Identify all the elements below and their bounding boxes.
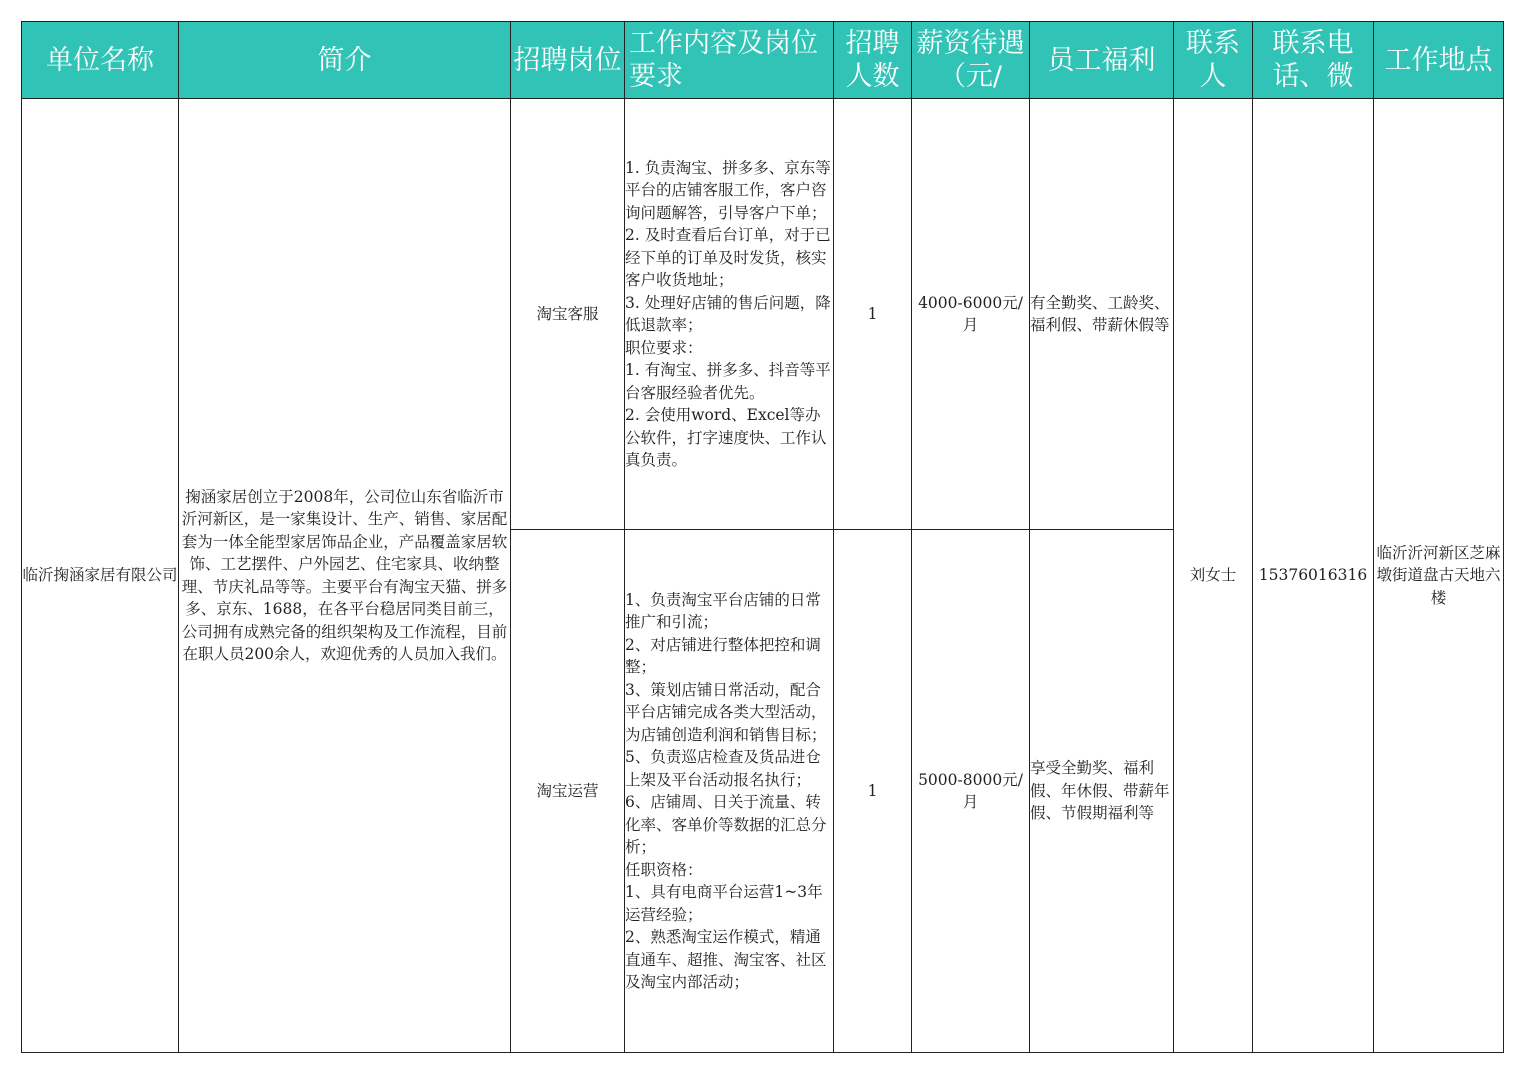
job-duties: 1. 负责淘宝、拼多多、京东等平台的店铺客服工作，客户咨询问题解答，引导客户下单； 2. 及时查看后台订单，对于已经下单的订单及时发货，核实客户收货地址； 3. 处理好店铺的售后问题，降低退款率； 职位要求： 1. 有淘宝、拼多多、抖音等平台客服经验者优先。 2. 会使用word、Excel等办公软件，打字速度快、工作认真负责。	[625, 158, 831, 469]
job-count: 1	[834, 99, 912, 530]
header-location: 工作地点	[1374, 22, 1504, 99]
table-row	[22, 99, 1504, 530]
job-position: 淘宝运营	[511, 530, 625, 1053]
header-intro: 简介	[179, 22, 511, 99]
job-salary: 4000-6000元/月	[912, 99, 1030, 530]
company-name: 临沂掬涵家居有限公司	[22, 99, 179, 1053]
header-salary: 薪资待遇（元/	[912, 22, 1030, 99]
header-duties: 工作内容及岗位要求	[625, 22, 834, 99]
recruitment-table	[21, 21, 1504, 1053]
header-position: 招聘岗位	[511, 22, 625, 99]
job-salary: 5000-8000元/月	[912, 530, 1030, 1053]
header-phone: 联系电话、微	[1253, 22, 1374, 99]
header-contact: 联系人	[1174, 22, 1253, 99]
job-duties-cell	[625, 99, 834, 530]
job-benefits: 有全勤奖、工龄奖、福利假、带薪休假等	[1030, 99, 1174, 530]
job-duties: 1、负责淘宝平台店铺的日常推广和引流； 2、对店铺进行整体把控和调整； 3、策划店铺日常活动，配合平台店铺完成各类大型活动，为店铺创造利润和销售目标； 5、负责巡店检查及货品进仓上架及平台活动报名执行； 6、店铺周、日关于流量、转化率、客单价等数据的汇总分析； 任职资格： 1、具有电商平台运营1~3年运营经验； 2、熟悉淘宝运作模式，精通直通车、超推、淘宝客、社区及淘宝内部活动；	[625, 590, 827, 991]
header-benefits: 员工福利	[1030, 22, 1174, 99]
header-count: 招聘人数	[834, 22, 912, 99]
job-position: 淘宝客服	[511, 99, 625, 530]
job-count: 1	[834, 530, 912, 1053]
contact-person: 刘女士	[1174, 99, 1253, 1053]
work-location: 临沂沂河新区芝麻墩街道盘古天地六楼	[1374, 99, 1504, 1053]
contact-phone: 15376016316	[1253, 99, 1374, 1053]
company-intro: 掬涵家居创立于2008年，公司位山东省临沂市沂河新区，是一家集设计、生产、销售、家居配套为一体全能型家居饰品企业，产品覆盖家居软饰、工艺摆件、户外园艺、住宅家具、收纳整理、节庆礼品等等。主要平台有淘宝天猫、拼多多、京东、1688，在各平台稳居同类目前三，公司拥有成熟完备的组织架构及工作流程，目前在职人员200余人，欢迎优秀的人员加入我们。	[179, 99, 511, 1053]
job-benefits: 享受全勤奖、福利假、年休假、带薪年假、节假期福利等	[1030, 530, 1174, 1053]
header-company: 单位名称	[22, 22, 179, 99]
header-row	[22, 22, 1504, 99]
job-duties-cell	[625, 530, 834, 1053]
